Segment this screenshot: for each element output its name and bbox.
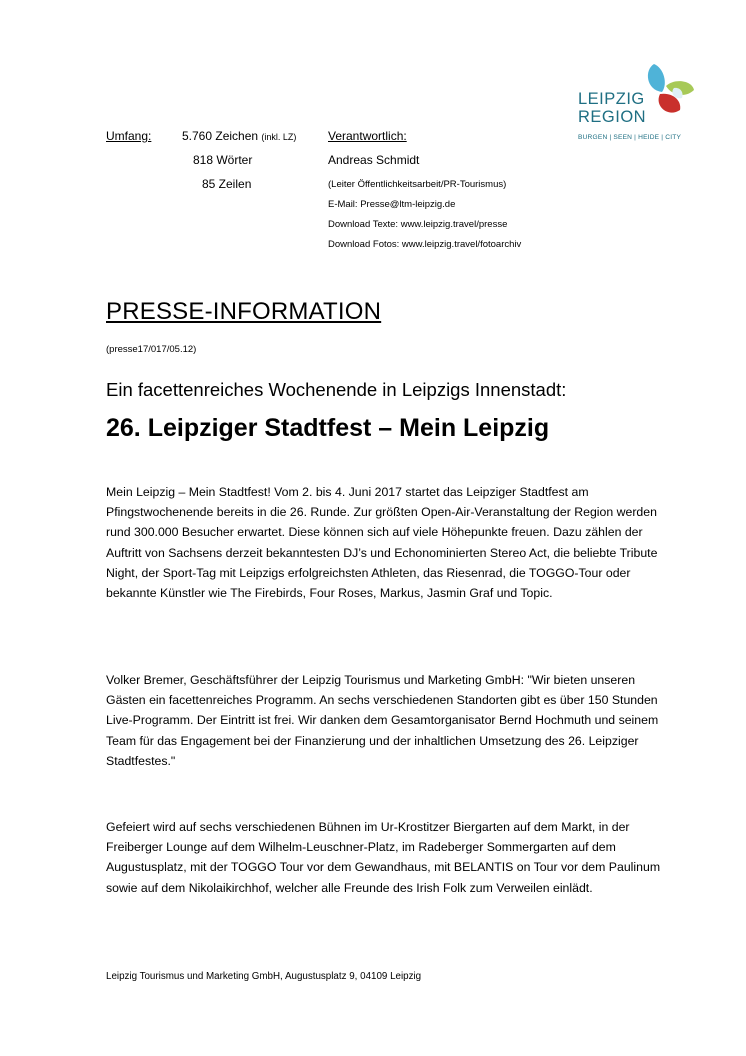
footer-address: Leipzig Tourismus und Marketing GmbH, Augustusplatz 9, 04109 Leipzig (106, 971, 422, 982)
verantwortlich-label: Verantwortlich: (328, 129, 407, 143)
umfang-label: Umfang: (106, 129, 152, 143)
zeilen-count: 85 Zeilen (202, 177, 252, 191)
download-texte-link[interactable]: Download Texte: www.leipzig.travel/presse (328, 219, 508, 230)
contact-email[interactable]: E-Mail: Presse@ltm-leipzig.de (328, 199, 456, 210)
zeichen-value: 5.760 Zeichen (182, 129, 259, 143)
contact-name: Andreas Schmidt (328, 153, 420, 167)
paragraph-1: Mein Leipzig – Mein Stadtfest! Vom 2. bis 4. Juni 2017 startet das Leipziger Stadtfest am Pfingstwochenende bereits in die 26. Runde. Zur größten Open-Air-Veranstaltung der Region werden rund 300.000 Besucher erwartet. Diese können sich auf viele Höhepunkte freuen. Dazu zählen der Auftritt von Sachsens derzeit bekanntesten DJ’s und Echonominierten Stereo Act, die beliebte Tribute Night, der Sport-Tag mit Leipzigs erfolgreichsten Athleten, das Riesenrad, die TOGGO-Tour oder bekannte Künstler wie The Firebirds, Four Roses, Markus, Jasmin Graf und Topic. (106, 485, 658, 601)
logo-tagline: BURGEN | SEEN | HEIDE | CITY (578, 134, 682, 141)
paragraph-3: Gefeiert wird auf sechs verschiedenen Bühnen im Ur-Krostitzer Biergarten auf dem Markt, in der Freiberger Lounge auf dem Wilhelm-Leuschner-Platz, im Radeberger Sommergarten auf dem Augustusplatz, mit der TOGGO Tour vor dem Gewandhaus, mit BELANTIS on Tour vor dem Paulinum sowie auf dem Nikolaikirchhof, welcher alle Freunde des Irish Folk zum Verweilen einlädt. (106, 820, 661, 895)
headline: 26. Leipziger Stadtfest – Mein Leipzig (106, 414, 550, 442)
subtitle: Ein facettenreiches Wochenende in Leipzigs Innenstadt: (106, 379, 567, 400)
download-fotos-link[interactable]: Download Fotos: www.leipzig.travel/fotoarchiv (328, 239, 522, 250)
press-reference: (presse17/017/05.12) (106, 344, 197, 355)
zeichen-count (182, 129, 296, 144)
page-title: PRESSE-INFORMATION (106, 298, 382, 325)
woerter-count: 818 Wörter (193, 153, 253, 167)
logo-text-leipzig: LEIPZIG (578, 90, 645, 108)
zeichen-note: (inkl. LZ) (261, 132, 297, 142)
leipzig-region-logo (578, 62, 708, 152)
logo-text-region: REGION (578, 108, 647, 126)
contact-role: (Leiter Öffentlichkeitsarbeit/PR-Tourismus) (328, 179, 507, 190)
butterfly-logo-icon (640, 62, 700, 118)
paragraph-2: Volker Bremer, Geschäftsführer der Leipzig Tourismus und Marketing GmbH: "Wir bieten unseren Gästen ein facettenreiches Programm. An sechs verschiedenen Standorten gibt es über 150 Stunden Live-Programm. Der Eintritt ist frei. Wir danken dem Gesamtorganisator Bernd Hochmuth und seinem Team für das Engagement bei der Finanzierung und der inhaltlichen Umsetzung des 26. Leipziger Stadtfestes." (106, 673, 659, 768)
